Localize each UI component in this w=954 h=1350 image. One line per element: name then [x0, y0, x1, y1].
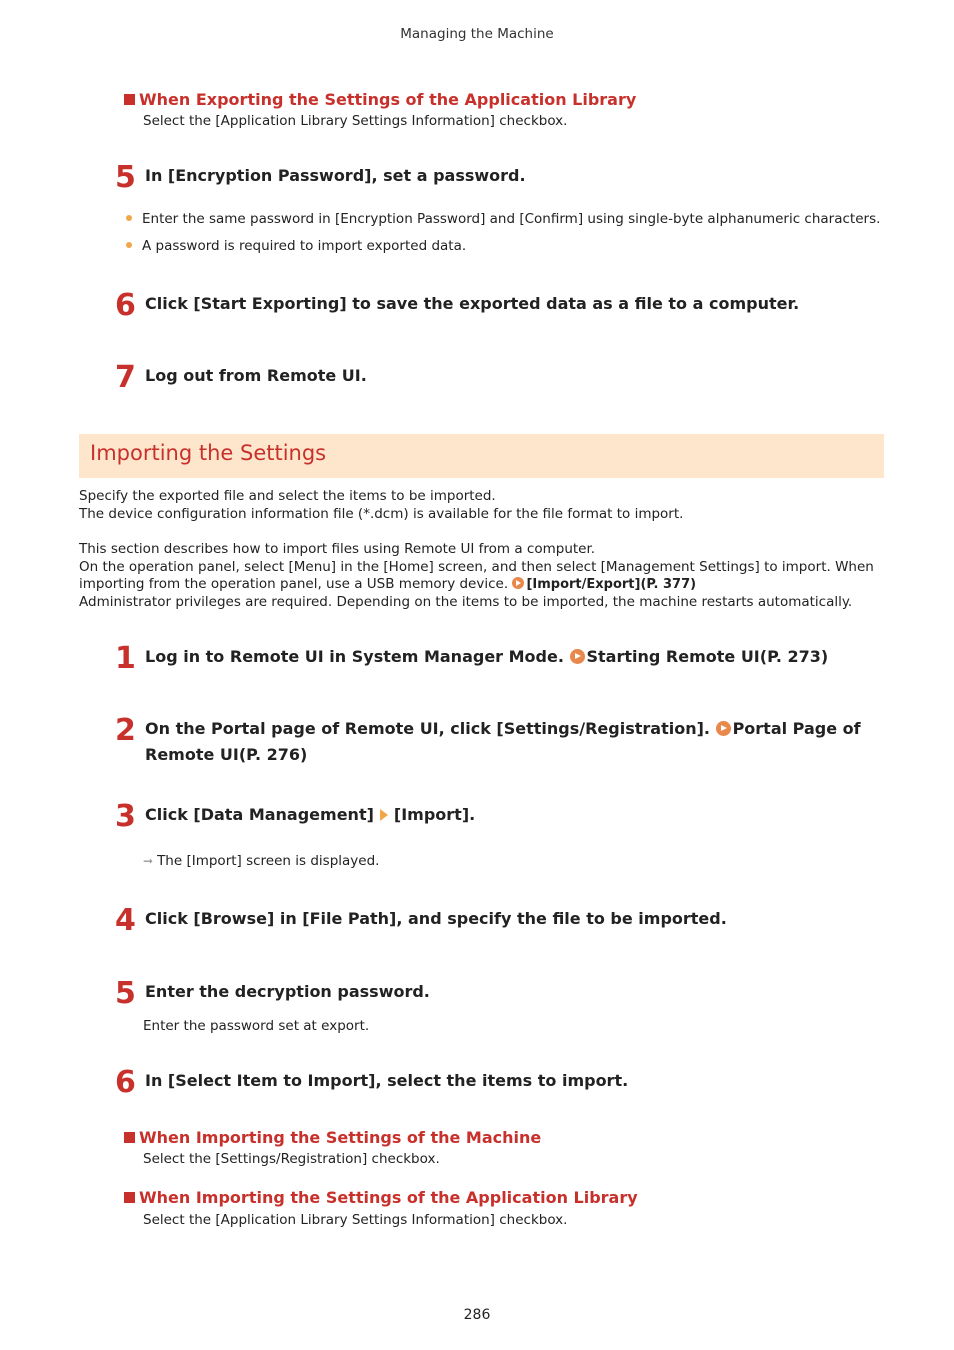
subhead-description: Select the [Settings/Registration] checkbox. — [143, 1151, 440, 1167]
intro-line: On the operation panel, select [Menu] in the [Home] screen, and then select [Management Settings] to import. When — [79, 558, 874, 575]
step-text — [145, 716, 865, 768]
intro-line: Administrator privileges are required. Depending on the items to be imported, the machine restarts automatically. — [79, 593, 853, 610]
step-number: 6 — [115, 1065, 136, 1100]
step-text-line — [145, 716, 865, 742]
step-number: 4 — [115, 903, 136, 938]
bullet-dot-icon — [126, 215, 132, 221]
bullet-item — [143, 211, 880, 227]
link-arrow-icon — [512, 577, 524, 589]
step-text-part: Click [Data Management] — [145, 805, 374, 824]
running-header: Managing the Machine — [400, 26, 554, 42]
step-text-main: On the Portal page of Remote UI, click [Settings/Registration]. — [145, 719, 710, 738]
subhead-export-app-library — [124, 90, 636, 109]
menu-path-arrow-icon — [380, 809, 388, 821]
square-bullet-icon — [124, 1132, 135, 1143]
subhead-label: When Importing the Settings of the Machine — [139, 1128, 542, 1147]
subhead-import-app-library — [124, 1188, 638, 1207]
link-label: Starting Remote UI(P. 273) — [586, 647, 829, 666]
bullet-text: Enter the same password in [Encryption Password] and [Confirm] using single-byte alphanumeric characters. — [142, 211, 881, 227]
page-number: 286 — [463, 1307, 491, 1323]
portal-page-link-continued[interactable]: Remote UI(P. 276) — [145, 745, 308, 764]
intro-line-text: importing from the operation panel, use a USB memory device. — [79, 576, 509, 592]
result-text: The [Import] screen is displayed. — [157, 853, 380, 869]
intro-paragraph-2 — [79, 541, 879, 611]
step-number: 7 — [115, 360, 136, 395]
portal-page-link[interactable] — [716, 719, 861, 738]
subhead-description: Select the [Application Library Settings Information] checkbox. — [143, 113, 568, 129]
square-bullet-icon — [124, 94, 135, 105]
step-text: In [Select Item to Import], select the items to import. — [145, 1071, 629, 1090]
step-text: In [Encryption Password], set a password. — [145, 166, 526, 185]
step-number: 5 — [115, 976, 136, 1011]
import-export-link[interactable] — [512, 577, 696, 592]
intro-line: The device configuration information file (*.dcm) is available for the file format to import. — [79, 505, 684, 522]
step-text: Enter the decryption password. — [145, 982, 430, 1001]
link-arrow-icon — [570, 649, 585, 664]
step-text — [145, 802, 475, 828]
step-number: 3 — [115, 799, 136, 834]
bullet-dot-icon — [126, 242, 132, 248]
step-text: Click [Start Exporting] to save the exported data as a file to a computer. — [145, 294, 800, 313]
square-bullet-icon — [124, 1192, 135, 1203]
subhead-import-machine — [124, 1128, 541, 1147]
step-text-part: [Import]. — [393, 805, 476, 824]
step-result — [143, 853, 379, 869]
section-title: Importing the Settings — [90, 441, 327, 465]
subhead-label: When Importing the Settings of the Application Library — [139, 1188, 638, 1207]
step-text: Click [Browse] in [File Path], and specify the file to be imported. — [145, 909, 727, 928]
bullet-item — [143, 238, 466, 254]
subhead-label: When Exporting the Settings of the Application Library — [139, 90, 637, 109]
step-number: 6 — [115, 288, 136, 323]
step-text: Log out from Remote UI. — [145, 366, 367, 385]
link-arrow-icon — [716, 721, 731, 736]
starting-remote-ui-link[interactable] — [570, 647, 829, 666]
result-arrow-icon: ➞ — [143, 854, 154, 868]
link-label: Portal Page of — [732, 719, 861, 738]
bullet-text: A password is required to import exported data. — [142, 238, 467, 254]
intro-line — [79, 576, 879, 594]
step-detail: Enter the password set at export. — [143, 1018, 370, 1034]
step-text-main: Log in to Remote UI in System Manager Mode. — [145, 647, 564, 666]
subhead-description: Select the [Application Library Settings Information] checkbox. — [143, 1212, 568, 1228]
step-number: 2 — [115, 713, 136, 748]
intro-line: This section describes how to import files using Remote UI from a computer. — [79, 541, 596, 557]
step-number: 5 — [115, 160, 136, 195]
link-label: [Import/Export](P. 377) — [526, 577, 697, 592]
step-text — [145, 644, 828, 670]
step-number: 1 — [115, 641, 136, 676]
intro-line: Specify the exported file and select the items to be imported. — [79, 488, 496, 504]
intro-paragraph-1 — [79, 488, 879, 523]
